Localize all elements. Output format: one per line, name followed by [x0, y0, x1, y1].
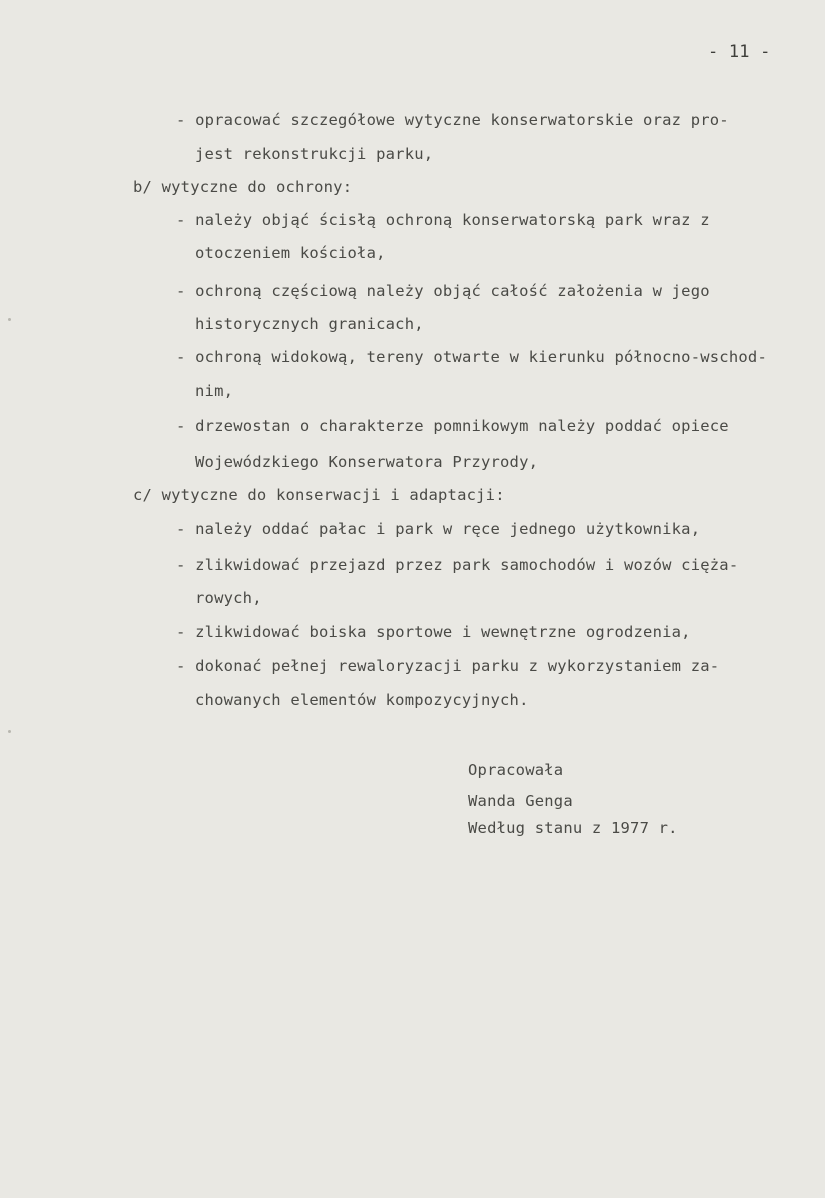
text-line: - należy objąć ścisłą ochroną konserwatorską park wraz z	[176, 211, 710, 229]
text-line: jest rekonstrukcji parku,	[195, 145, 434, 163]
text-line: - należy oddać pałac i park w ręce jednego użytkownika,	[176, 520, 701, 538]
text-line: nim,	[195, 382, 234, 400]
text-line: - opracować szczegółowe wytyczne konserwatorskie oraz pro-	[176, 111, 729, 129]
signature-name: Wanda Genga	[468, 792, 573, 810]
text-line: rowych,	[195, 589, 262, 607]
page-number: - 11 -	[708, 42, 771, 62]
text-line: - ochroną częściową należy objąć całość założenia w jego	[176, 282, 710, 300]
text-line: historycznych granicach,	[195, 315, 424, 333]
paper-speck	[8, 730, 11, 733]
text-line: chowanych elementów kompozycyjnych.	[195, 691, 529, 709]
text-line: otoczeniem kościoła,	[195, 244, 386, 262]
paper-speck	[8, 318, 11, 321]
text-line: - ochroną widokową, tereny otwarte w kierunku północno-wschod-	[176, 348, 767, 366]
text-line: - zlikwidować przejazd przez park samochodów i wozów cięża-	[176, 556, 739, 574]
section-heading-b: b/ wytyczne do ochrony:	[133, 178, 353, 196]
text-line: - zlikwidować boiska sportowe i wewnętrzne ogrodzenia,	[176, 623, 691, 641]
section-heading-c: c/ wytyczne do konserwacji i adaptacji:	[133, 486, 505, 504]
text-line: Wojewódzkiego Konserwatora Przyrody,	[195, 453, 539, 471]
text-line: - dokonać pełnej rewaloryzacji parku z wykorzystaniem za-	[176, 657, 720, 675]
signature-date: Według stanu z 1977 r.	[468, 819, 678, 837]
text-line: - drzewostan o charakterze pomnikowym należy poddać opiece	[176, 417, 729, 435]
signature-label: Opracowała	[468, 761, 564, 779]
